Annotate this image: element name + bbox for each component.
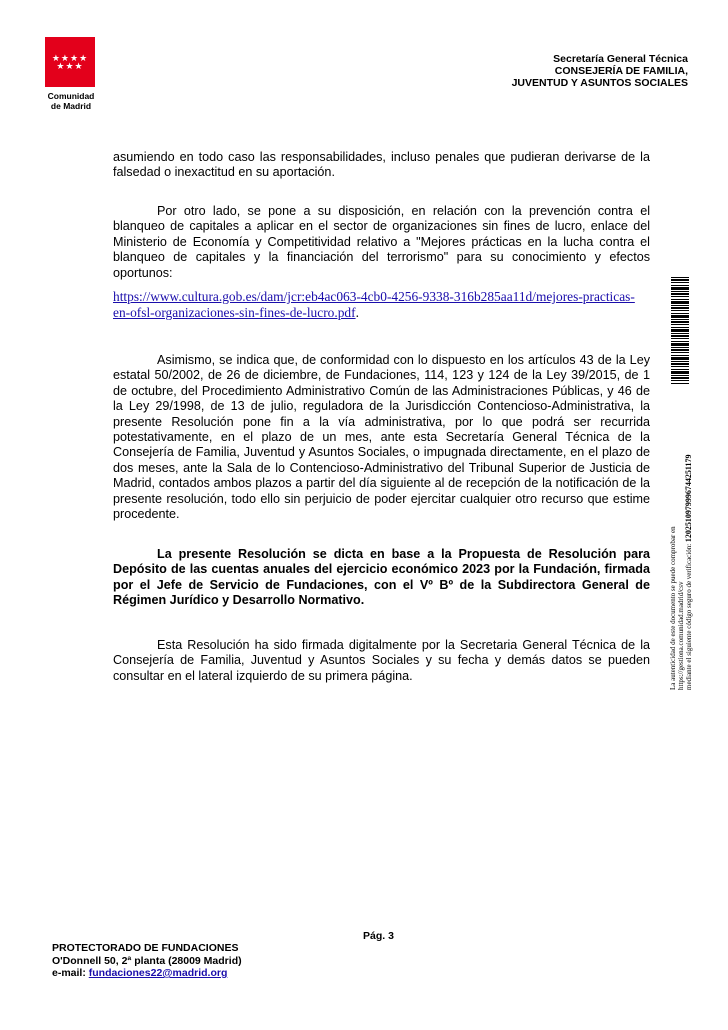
side-line2: https://gestiona.comunidad.madrid/csv [677, 581, 685, 690]
logo-line1: Comunidad [47, 91, 95, 101]
side-line3 [685, 400, 693, 690]
page-number: Pág. 3 [363, 930, 394, 942]
link-url[interactable]: https://www.cultura.gob.es/dam/jcr:eb4ac063-4cb0-4256-9338-316b285aa11d/mejores-practicas-en-ofsl-organizaciones-sin-fines-de-lucro.pdf [113, 289, 635, 320]
paragraph-1: asumiendo en todo caso las responsabilidades, incluso penales que pudieran derivarse de la falsedad o inexactitud en su aportación. [113, 150, 650, 180]
page-header [512, 53, 688, 89]
verification-code: 1202510979996744251179 [684, 454, 693, 543]
paragraph-3: Asimismo, se indica que, de conformidad con lo dispuesto en los artículos 43 de la Ley estatal 50/2002, de 26 de diciembre, de Fundaciones, 114, 123 y 124 de la Ley 39/2015, de 1 de octubre, del Procedimiento Administrativo Común de las Administraciones Públicas, y 46 de la Ley 29/1998, de 13 de julio, reguladora de la Jurisdicción Contencioso-Administrativa, la presente Resolución pone fin a la vía administrativa, por lo que podrá ser recurrida potestativamente, en el plazo de un mes, ante esta Secretaría General Técnica de la Consejería de Familia, Juventud y Asuntos Sociales, o impugnada directamente, en el plazo de dos meses, ante la Sala de lo Contencioso-Administrativo del Tribunal Superior de Justicia de Madrid, contados ambos plazos a partir del día siguiente al de recepción de la notificación de la presente resolución, todo ello sin perjuicio de poder ejercitar cualquier otro recurso que estime procedente. [113, 353, 650, 522]
footer-line2: O'Donnell 50, 2ª planta (28009 Madrid) [52, 954, 242, 967]
footer-line3 [52, 967, 242, 980]
paragraph-2: Por otro lado, se pone a su disposición, en relación con la prevención contra el blanqueo de capitales a aplicar en el sector de organizaciones sin fines de lucro, enlace del Ministerio de Economía y Competitividad relativo a "Mejores prácticas en la lucha contra el blanqueo de capitales y la financiación del terrorismo" para su conocimiento y efectos oportunos: [113, 204, 650, 280]
comunidad-de-madrid-logo [45, 37, 97, 111]
logo-text [45, 91, 97, 111]
email-link[interactable]: fundaciones22@madrid.org [88, 967, 228, 979]
paragraph-4: La presente Resolución se dicta en base a la Propuesta de Resolución para Depósito de las cuentas anuales del ejercicio económico 2023 por la Fundación, firmada por el Jefe de Servicio de Fundaciones, con el Vº Bº de la Subdirectora General de Régimen Jurídico y Desarrollo Normativo. [113, 547, 650, 608]
header-line1: Secretaría General Técnica [553, 53, 688, 65]
email-label: e-mail: [52, 967, 89, 979]
logo-flag [45, 37, 95, 87]
header-line2: CONSEJERÍA DE FAMILIA, [554, 65, 688, 77]
logo-line2: de Madrid [50, 101, 92, 111]
verification-side-text [669, 400, 693, 690]
paragraph-5: Esta Resolución ha sido firmada digitalmente por la Secretaria General Técnica de la Consejería de Familia, Juventud y Asuntos Sociales y su fecha y demás datos se pueden consultar en el lateral izquierdo de su primera página. [113, 638, 650, 683]
footer-line1: PROTECTORADO DE FUNDACIONES [52, 942, 239, 954]
link-trail: . [355, 305, 359, 320]
blanqueo-link[interactable] [113, 289, 643, 321]
logo-stars: ★★★★ ★★★ [51, 53, 89, 71]
page-footer [52, 942, 242, 980]
barcode [671, 277, 689, 385]
side-line3-text: mediante el siguiente código seguro de verificación: [685, 543, 693, 690]
header-line3: JUVENTUD Y ASUNTOS SOCIALES [511, 77, 688, 89]
side-line1: La autenticidad de este documento se puede comprobar en [669, 526, 677, 690]
